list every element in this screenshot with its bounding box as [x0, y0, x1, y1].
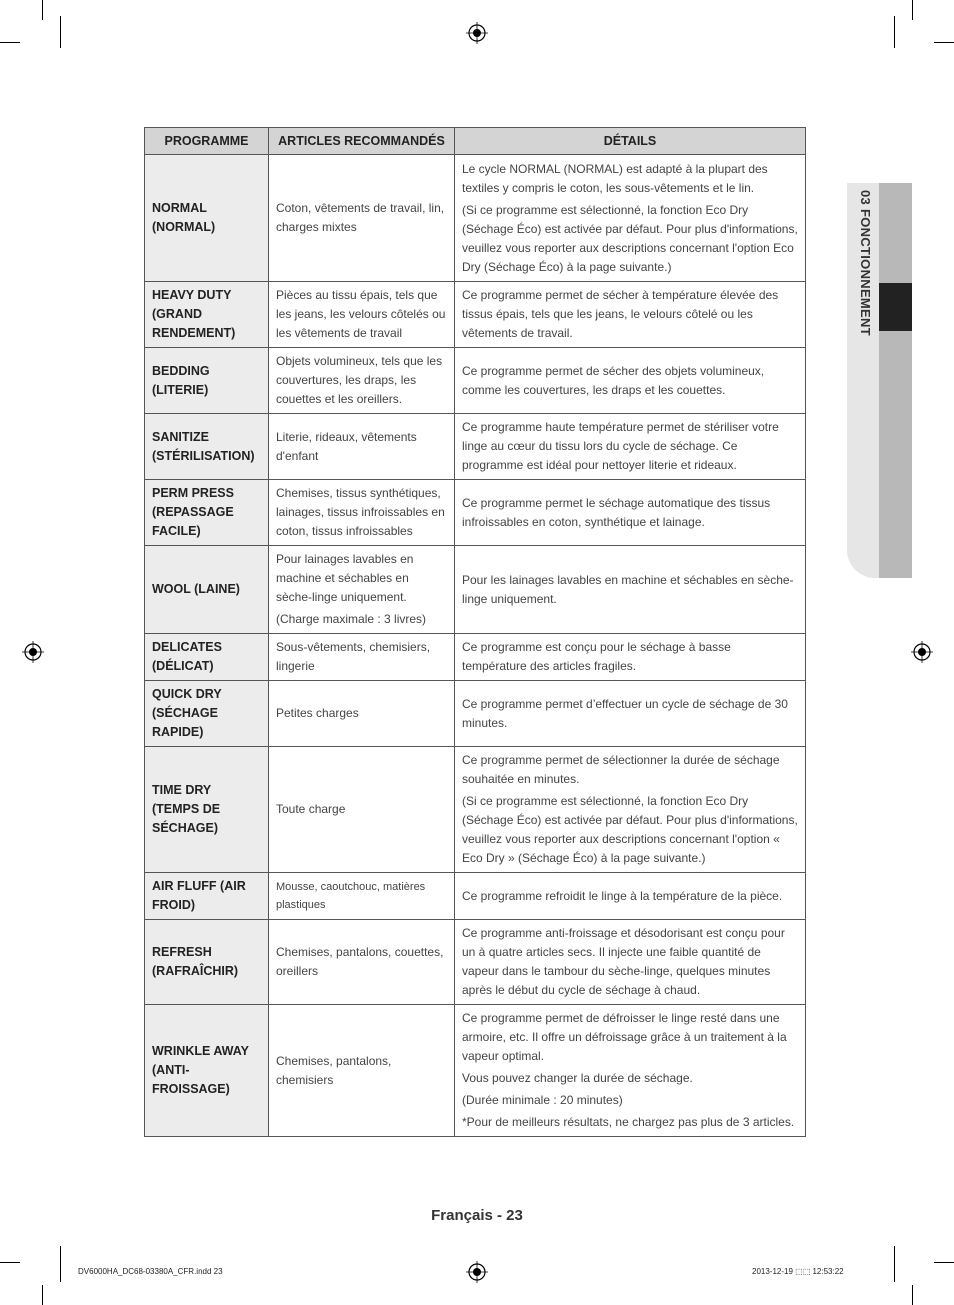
program-articles: Toute charge [269, 747, 455, 873]
table-row [145, 480, 806, 546]
details-text: *Pour de meilleurs résultats, ne chargez pas plus de 3 articles. [462, 1115, 795, 1129]
program-name: SANITIZE (STÉRILISATION) [145, 414, 269, 480]
program-name: TIME DRY (TEMPS DE SÉCHAGE) [145, 747, 269, 873]
program-details [455, 414, 806, 480]
crop-mark [42, 0, 43, 20]
details-text: (Si ce programme est sélectionné, la fonction Eco Dry (Séchage Éco) est activée par défaut. Pour plus d'informations, veuillez vous reporter aux descriptions concernant l'option « Eco Dry » (Séchage Éco) à la page suivante.) [462, 794, 798, 865]
details-text: Ce programme permet de sécher à température élevée des tissus épais, tels que les jeans, le velours côtelé ou les vêtements de travail. [462, 288, 779, 340]
details-text: Ce programme permet le séchage automatique des tissus infroissables en coton, synthétique et lainage. [462, 495, 771, 529]
crop-mark [912, 1285, 913, 1305]
crop-mark [60, 1246, 61, 1282]
program-details [455, 634, 806, 681]
crop-mark [934, 1262, 954, 1263]
details-text: Pour les lainages lavables en machine et séchables en sèche-linge uniquement. [462, 572, 794, 606]
table-row [145, 348, 806, 414]
crop-mark [894, 16, 895, 48]
program-name: REFRESH (RAFRAÎCHIR) [145, 920, 269, 1005]
table-row [145, 920, 806, 1005]
program-details [455, 155, 806, 282]
details-text: Ce programme refroidit le linge à la température de la pièce. [462, 888, 783, 903]
crop-mark [0, 1262, 20, 1263]
program-name: HEAVY DUTY (GRAND RENDEMENT) [145, 282, 269, 348]
program-articles: Sous-vêtements, chemisiers, lingerie [269, 634, 455, 681]
crop-mark [894, 1246, 895, 1282]
table-row [145, 747, 806, 873]
program-articles: Pièces au tissu épais, tels que les jeans, les velours côtelés ou les vêtements de travail [269, 282, 455, 348]
details-text: Ce programme permet de sélectionner la durée de séchage souhaitée en minutes. [462, 753, 780, 786]
details-text: Le cycle NORMAL (NORMAL) est adapté à la plupart des textiles y compris le coton, les sous-vêtements et le lin. [462, 161, 768, 195]
program-name: DELICATES (DÉLICAT) [145, 634, 269, 681]
table-row [145, 873, 806, 920]
program-details [455, 681, 806, 747]
table-header-row [145, 128, 806, 155]
column-header-articles: ARTICLES RECOMMANDÉS [269, 128, 455, 155]
crop-mark [60, 16, 61, 48]
program-articles [269, 546, 455, 634]
crop-mark [934, 42, 954, 43]
details-text: Ce programme permet d’effectuer un cycle de séchage de 30 minutes. [462, 696, 788, 730]
articles-note: (Charge maximale : 3 livres) [276, 612, 427, 626]
registration-mark-icon [466, 22, 488, 44]
details-text: Ce programme est conçu pour le séchage à basse température des articles fragiles. [462, 640, 731, 673]
details-text: Ce programme permet de défroisser le linge resté dans une armoire, etc. Il offre un défroissage grâce à un traitement à la vapeur optimal. [462, 1011, 787, 1063]
details-text: Ce programme haute température permet de stériliser votre linge au cœur du tissu lors du cycle de séchage. Ce programme est idéal pour nettoyer literie et rideaux. [462, 420, 779, 472]
program-details [455, 873, 806, 920]
registration-mark-icon [911, 641, 933, 663]
program-name: WOOL (LAINE) [145, 546, 269, 634]
program-name: AIR FLUFF (AIR FROID) [145, 873, 269, 920]
table-row [145, 634, 806, 681]
page-number: Français - 23 [431, 1207, 523, 1224]
table-row [145, 414, 806, 480]
slug-timestamp: 2013-12-19 ⬚⬚ 12:53:22 [752, 1267, 844, 1276]
chapter-tab-stripe [879, 183, 912, 578]
table-row [145, 546, 806, 634]
program-articles: Objets volumineux, tels que les couvertures, les draps, les couettes et les oreillers. [269, 348, 455, 414]
crop-mark [0, 42, 20, 43]
details-text: Ce programme permet de sécher des objets volumineux, comme les couvertures, les draps et les couettes. [462, 363, 765, 397]
details-text: (Si ce programme est sélectionné, la fonction Eco Dry (Séchage Éco) est activée par défaut. Pour plus d'informations, veuillez vous reporter aux descriptions concernant l'option Eco Dry (Séchage Éco) à la page suivante.) [462, 202, 798, 274]
program-name: NORMAL (NORMAL) [145, 155, 269, 282]
program-details [455, 920, 806, 1005]
program-articles: Mousse, caoutchouc, matières plastiques [269, 873, 455, 920]
slug-filename: DV6000HA_DC68-03380A_CFR.indd 23 [78, 1267, 223, 1276]
table-row [145, 681, 806, 747]
program-articles: Petites charges [269, 681, 455, 747]
crop-mark [42, 1285, 43, 1305]
program-details [455, 480, 806, 546]
registration-mark-icon [466, 1261, 488, 1283]
program-details [455, 546, 806, 634]
program-articles: Chemises, pantalons, couettes, oreillers [269, 920, 455, 1005]
details-text: (Durée minimale : 20 minutes) [462, 1093, 623, 1107]
column-header-details: DÉTAILS [455, 128, 806, 155]
program-details [455, 282, 806, 348]
table-row [145, 282, 806, 348]
program-details [455, 348, 806, 414]
program-details [455, 1005, 806, 1137]
chapter-tab-marker [879, 283, 912, 331]
program-articles: Chemises, pantalons, chemisiers [269, 1005, 455, 1137]
articles-text: Pour lainages lavables en machine et séchables en sèche-linge uniquement. [276, 552, 414, 604]
registration-mark-icon [22, 641, 44, 663]
program-name: WRINKLE AWAY (ANTI-FROISSAGE) [145, 1005, 269, 1137]
program-details [455, 747, 806, 873]
program-name: BEDDING (LITERIE) [145, 348, 269, 414]
crop-mark [912, 0, 913, 20]
program-name: PERM PRESS (REPASSAGE FACILE) [145, 480, 269, 546]
table-row [145, 155, 806, 282]
column-header-program: PROGRAMME [145, 128, 269, 155]
program-table [144, 127, 806, 1137]
program-name: QUICK DRY (SÉCHAGE RAPIDE) [145, 681, 269, 747]
table-row [145, 1005, 806, 1137]
program-articles: Chemises, tissus synthétiques, lainages, tissus infroissables en coton, tissus infroissables [269, 480, 455, 546]
details-text: Vous pouvez changer la durée de séchage. [462, 1071, 693, 1085]
chapter-label: 03 FONCTIONNEMENT [858, 190, 873, 336]
program-articles: Literie, rideaux, vêtements d'enfant [269, 414, 455, 480]
program-articles: Coton, vêtements de travail, lin, charges mixtes [269, 155, 455, 282]
details-text: Ce programme anti-froissage et désodorisant est conçu pour un à quatre articles secs. Il injecte une faible quantité de vapeur dans le tambour du sèche-linge, quelques minutes après le début du cycle de séchage à chaud. [462, 926, 785, 997]
